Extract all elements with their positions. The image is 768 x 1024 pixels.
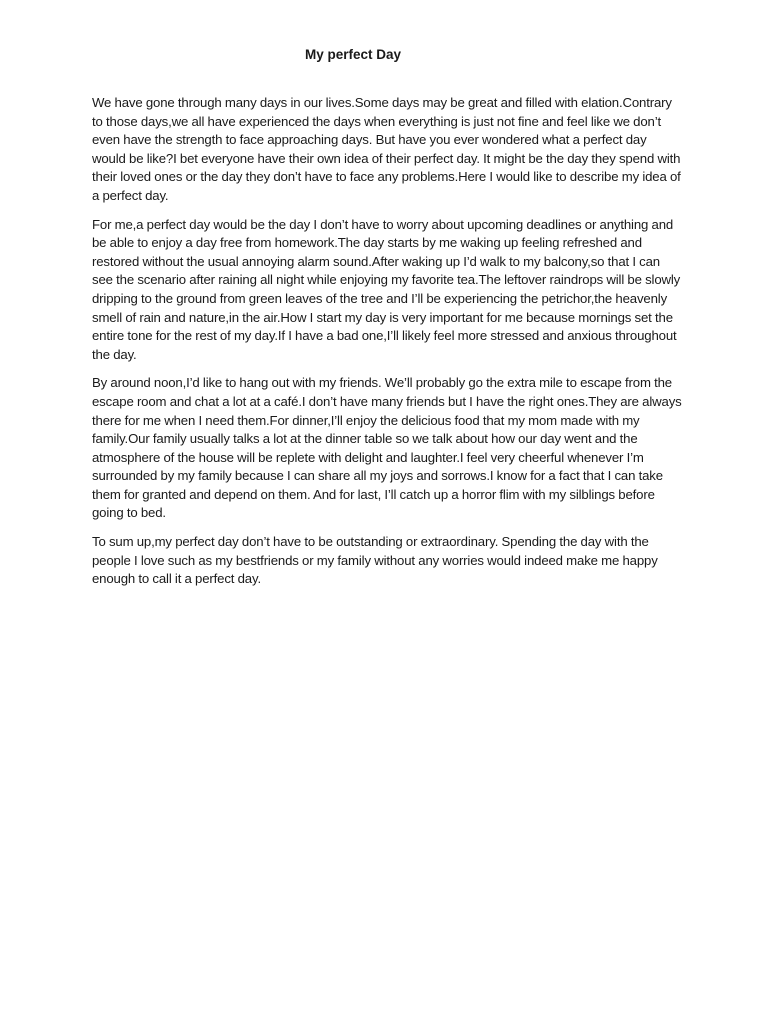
paragraph-morning: For me,a perfect day would be the day I don’t have to worry about upcoming deadlines or anything and be able to enjoy a day free from homework.The day starts by me waking up feeling refreshed and restored without the usual annoying alarm sound.After waking up I’d walk to my balcony,so that I can see the scenario after raining all night while enjoying my favorite tea.The leftover raindrops will be slowly dripping to the ground from green leaves of the tree and I’ll be experiencing the petrichor,the heavenly smell of rain and nature,in the air.How I start my day is very important for me because mornings set the entire tone for the rest of my day.If I have a bad one,I’ll likely feel more stressed and anxious throughout the day. — [92, 216, 681, 362]
paragraph-conclusion: To sum up,my perfect day don’t have to be outstanding or extraordinary. Spending the day with the people I love such as my bestfriends or my family without any worries would indeed make me happy enough to call it a perfect day. — [92, 534, 658, 587]
document-title: My perfect Day — [304, 47, 402, 62]
document-body — [92, 94, 682, 599]
paragraph-intro: We have gone through many days in our lives.Some days may be great and filled with elation.Contrary to those days,we all have experienced the days when everything is just not fine and feel like we don’t even have the strength to face approaching days. But have you ever wondered what a perfect day would be like?I bet everyone have their own idea of their perfect day. It might be the day they spend with their loved ones or the day they don’t have to face any problems.Here I would like to describe my idea of a perfect day. — [92, 95, 681, 203]
paragraph-noon-evening: By around noon,I’d like to hang out with my friends. We’ll probably go the extra mile to escape from the escape room and chat a lot at a café.I don’t have many friends but I have the right ones.They are always there for me when I need them.For dinner,I’ll enjoy the delicious food that my mom made with my family.Our family usually talks a lot at the dinner table so we talk about how our day went and the atmosphere of the house will be replete with delight and laughter.I feel very cheerful whenever I’m surrounded by my family because I can share all my joys and sorrows.I know for a fact that I can take them for granted and depend on them. And for last, I’ll catch up a horror flim with my silblings before going to bed. — [92, 375, 682, 521]
